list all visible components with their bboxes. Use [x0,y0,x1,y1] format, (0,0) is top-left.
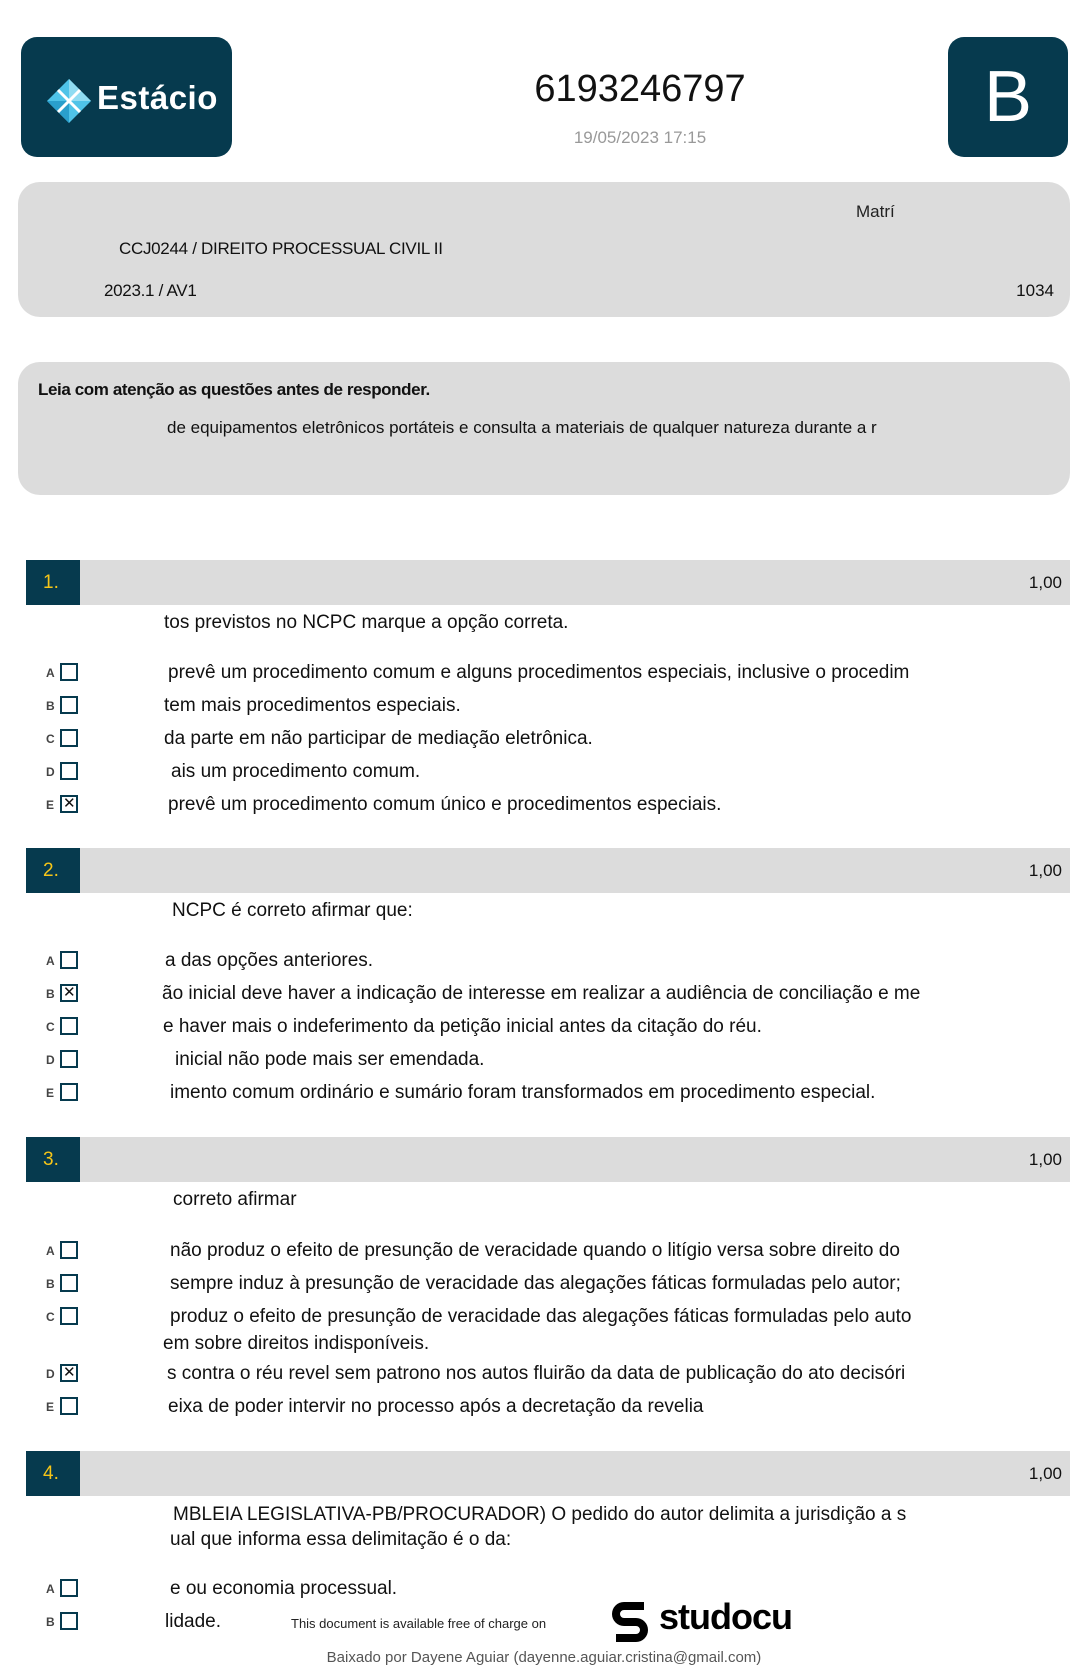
question-text: correto afirmar [173,1189,297,1210]
option-text: inicial não pode mais ser emendada. [175,1049,485,1070]
option-b[interactable] [46,696,1046,718]
studocu-wordmark[interactable]: studocu [659,1596,792,1637]
option-checkbox-checked[interactable] [60,1364,78,1382]
option-b[interactable] [46,984,1046,1006]
option-letter: A [46,1244,55,1258]
grade-badge: B [948,37,1068,157]
option-d[interactable] [46,762,1046,784]
option-checkbox[interactable] [60,696,78,714]
option-text: produz o efeito de presunção de veracidade das alegações fáticas formuladas pelo auto [170,1306,912,1327]
option-text: prevê um procedimento comum e alguns procedimentos especiais, inclusive o procedim [168,662,910,683]
option-checkbox-checked[interactable] [60,795,78,813]
option-checkbox[interactable] [60,951,78,969]
option-checkbox[interactable] [60,1579,78,1597]
option-checkbox[interactable] [60,1612,78,1630]
question-header [26,560,1070,605]
option-e[interactable] [46,1397,1046,1419]
option-text: prevê um procedimento comum único e procedimentos especiais. [168,794,722,815]
option-checkbox[interactable] [60,729,78,747]
option-checkbox[interactable] [60,1397,78,1415]
instructions-title: Leia com atenção as questões antes de responder. [38,380,430,399]
instructions-panel [18,362,1070,495]
option-letter: A [46,1582,55,1596]
exam-term: 2023.1 / AV1 [104,281,197,300]
question-header [26,1451,1070,1496]
option-letter: B [46,699,55,713]
question-number: 2. [26,848,80,893]
option-text-continuation: em sobre direitos indisponíveis. [163,1333,430,1354]
question-text: NCPC é correto afirmar que: [172,900,413,921]
option-letter: A [46,666,55,680]
option-a[interactable] [46,1241,1046,1263]
option-letter: C [46,1020,55,1034]
option-text: s contra o réu revel sem patrono nos autos fluirão da data de publicação do ato decisóri [167,1363,906,1384]
option-checkbox[interactable] [60,1083,78,1101]
option-text: da parte em não participar de mediação eletrônica. [164,728,593,749]
option-a[interactable] [46,951,1046,973]
matricula-label: Matrí [856,202,895,221]
option-text: e haver mais o indeferimento da petição inicial antes da citação do réu. [163,1016,762,1037]
option-checkbox-checked[interactable] [60,984,78,1002]
option-text: não produz o efeito de presunção de veracidade quando o litígio versa sobre direito do [170,1240,900,1261]
option-c[interactable] [46,729,1046,751]
question-header [26,1137,1070,1182]
option-letter: B [46,1615,55,1629]
option-text: imento comum ordinário e sumário foram transformados em procedimento especial. [170,1082,876,1103]
studocu-logo-icon[interactable] [606,1598,654,1646]
option-b[interactable] [46,1274,1046,1296]
instructions-text: de equipamentos eletrônicos portáteis e consulta a materiais de qualquer natureza durante a r [167,418,877,437]
question-number: 4. [26,1451,80,1496]
question-text: ual que informa essa delimitação é o da: [170,1529,512,1550]
question-score: 1,00 [1028,1150,1062,1169]
option-e[interactable] [46,1083,1046,1105]
option-letter: D [46,1053,55,1067]
option-checkbox[interactable] [60,762,78,780]
option-letter: A [46,954,55,968]
option-letter: E [46,798,55,812]
question-text: MBLEIA LEGISLATIVA-PB/PROCURADOR) O pedido do autor delimita a jurisdição a s [173,1504,907,1525]
option-checkbox[interactable] [60,1307,78,1325]
download-attribution: Baixado por Dayene Aguiar (dayenne.aguiar.cristina@gmail.com) [326,1649,762,1666]
studocu-availability-note: This document is available free of charge on [291,1616,547,1631]
option-letter: D [46,1367,55,1381]
question-number: 3. [26,1137,80,1182]
option-d[interactable] [46,1050,1046,1072]
option-d[interactable] [46,1364,1046,1386]
option-text: a das opções anteriores. [165,950,374,971]
option-a[interactable] [46,663,1046,685]
question-score: 1,00 [1028,573,1062,592]
exam-id: 6193246797 [534,68,746,110]
option-letter: E [46,1086,55,1100]
course-info-panel [18,182,1070,317]
option-a[interactable] [46,1579,1046,1601]
option-text: e ou economia processual. [170,1578,398,1599]
class-code: 1034 [1016,281,1054,300]
option-letter: B [46,1277,55,1291]
option-c[interactable] [46,1307,1046,1329]
question-text: tos previstos no NCPC marque a opção correta. [164,612,569,633]
option-checkbox[interactable] [60,663,78,681]
option-text: sempre induz à presunção de veracidade das alegações fáticas formuladas pelo autor; [170,1273,901,1294]
option-text: tem mais procedimentos especiais. [164,695,461,716]
option-text: ais um procedimento comum. [171,761,421,782]
option-checkbox[interactable] [60,1017,78,1035]
option-checkbox[interactable] [60,1050,78,1068]
exam-datetime: 19/05/2023 17:15 [573,128,707,147]
question-score: 1,00 [1028,861,1062,880]
question-number: 1. [26,560,80,605]
option-letter: B [46,987,55,1001]
option-letter: C [46,732,55,746]
option-text: lidade. [165,1611,221,1632]
question-header [26,848,1070,893]
logo-wordmark: Estácio [97,79,218,116]
option-c[interactable] [46,1017,1046,1039]
estacio-logo [21,37,232,157]
option-text: eixa de poder intervir no processo após a decretação da revelia [168,1396,704,1417]
option-e[interactable] [46,795,1046,817]
option-letter: D [46,765,55,779]
course-title: CCJ0244 / DIREITO PROCESSUAL CIVIL II [119,239,443,258]
option-text: ão inicial deve haver a indicação de interesse em realizar a audiência de conciliação e me [162,983,921,1004]
estacio-diamond-icon [45,77,93,125]
question-score: 1,00 [1028,1464,1062,1483]
option-letter: E [46,1400,55,1414]
option-letter: C [46,1310,55,1324]
option-checkbox[interactable] [60,1241,78,1259]
option-checkbox[interactable] [60,1274,78,1292]
